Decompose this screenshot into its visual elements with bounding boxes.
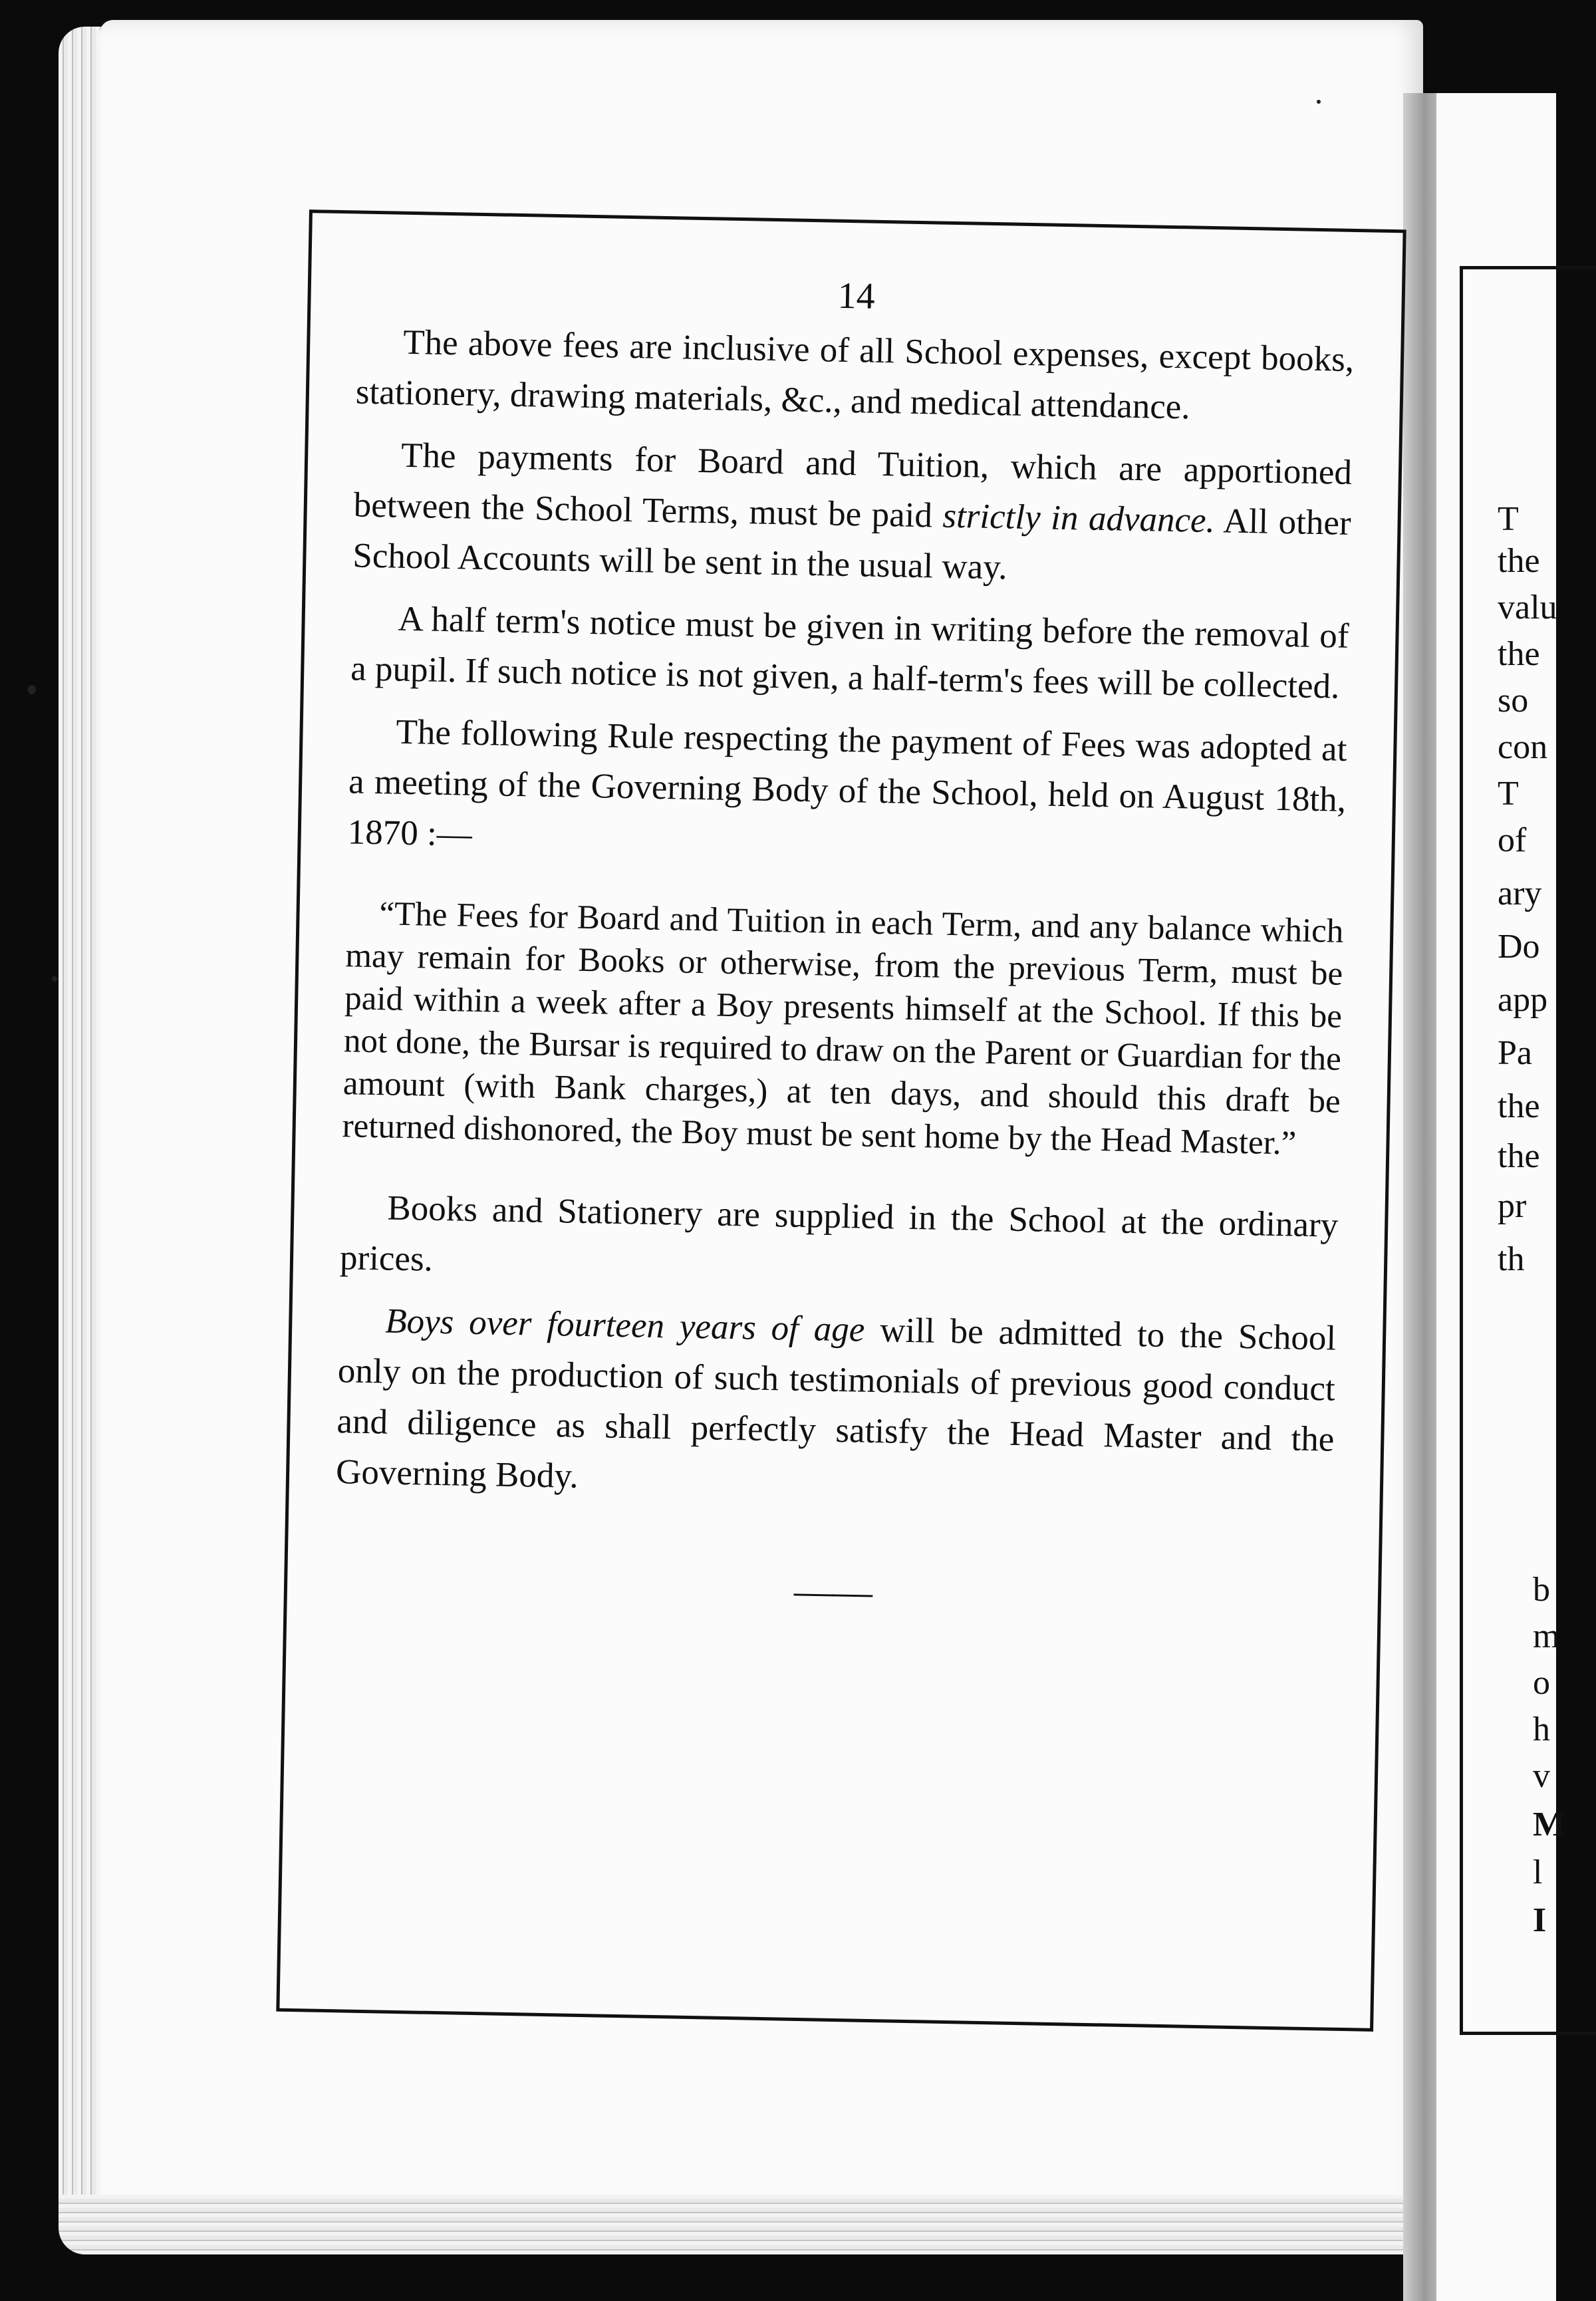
paragraph-text: The payments for Board and Tuition, which are apportioned between the School Terms, must be paid (353, 436, 1353, 535)
facing-fragment: I (1533, 1901, 1547, 1939)
paragraph-admission (335, 1295, 1336, 1515)
facing-fragment: l (1533, 1853, 1543, 1891)
facing-fragment: ary (1498, 875, 1542, 912)
book-bottom-edges (59, 2195, 1442, 2254)
page-speck (28, 685, 36, 694)
paragraph-text: All other School Accounts will be sent in the usual way. (352, 501, 1352, 587)
facing-fragment: the (1498, 1137, 1540, 1175)
facing-fragment: T (1498, 775, 1519, 813)
rule-quotation: “The Fees for Board and Tuition in each Term, and any balance which may remain for Books or otherwise, from the previous Term, must be paid within a week after a Boy presents himself at the School. If this be not done, the Bursar is required to draw on the Parent or Guardian for the amount (with Bank charges,) at ten days, and should this draft be returned dishonored, the Boy must be sent home by the Head Master.” (342, 895, 1344, 1162)
paragraph-notice: A half term's notice must be given in writing before the removal of a pupil. If such notice is not given, a half-term's fees will be collected. (350, 599, 1350, 706)
page-text (333, 260, 1355, 1625)
facing-fragment: the (1498, 1087, 1540, 1125)
emphasis-text: Boys over fourteen years of age (384, 1301, 865, 1349)
facing-fragment: o (1533, 1664, 1550, 1702)
facing-fragment: of (1498, 821, 1527, 859)
facing-fragment: M (1533, 1806, 1566, 1843)
facing-fragment: th (1498, 1240, 1525, 1278)
facing-fragment: v (1533, 1757, 1550, 1795)
paragraph-text: will be admitted to the School only on the production of such testimonials of previous good conduct and diligence as shall perfectly satisfy the Head Master and the Governing Body. (335, 1310, 1337, 1496)
facing-fragment: the (1498, 542, 1540, 580)
facing-fragment: app (1498, 981, 1548, 1019)
paragraph-books: Books and Stationery are supplied in the School at the ordinary prices. (339, 1188, 1339, 1279)
page-number: 14 (837, 275, 876, 317)
facing-fragment: b (1533, 1571, 1550, 1609)
facing-fragment: T (1498, 500, 1519, 538)
facing-fragment: h (1533, 1710, 1550, 1748)
facing-fragment: m (1533, 1617, 1560, 1655)
page-speck (1317, 100, 1321, 104)
facing-fragment: valu (1498, 589, 1557, 626)
paragraph-rule-intro: The following Rule respecting the payment of Fees was adopted at a meeting of the Governing Body of the School, held on August 18th, 1870 :— (347, 712, 1347, 854)
facing-fragment: so (1498, 682, 1529, 720)
facing-fragment: Pa (1498, 1034, 1532, 1072)
facing-fragment: the (1498, 635, 1540, 673)
page-border-frame (276, 209, 1406, 2032)
facing-fragment: pr (1498, 1187, 1527, 1225)
facing-fragment: con (1498, 728, 1548, 766)
end-dash: —— (793, 1568, 872, 1614)
facing-fragment: Do (1498, 928, 1540, 966)
paragraph-payments (352, 429, 1353, 599)
paragraph-fees-inclusive: The above fees are inclusive of all School expenses, except books, stationery, drawing materials, &c., and medical attendance. (355, 323, 1355, 427)
page-speck (52, 976, 57, 982)
emphasis-text: strictly in advance. (942, 496, 1216, 541)
